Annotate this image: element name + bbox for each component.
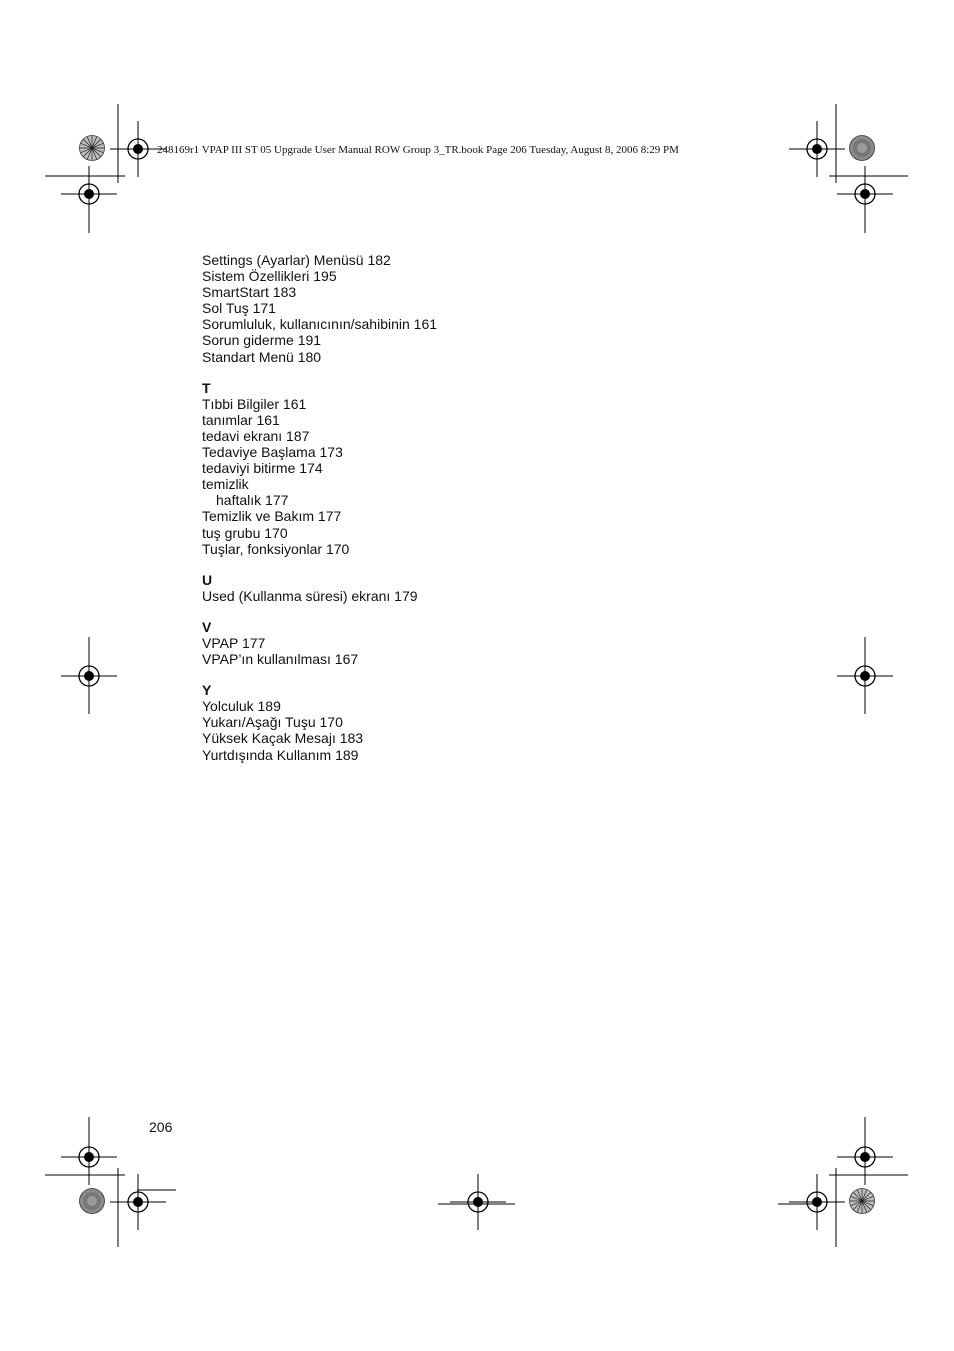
index-entry: Standart Menü 180 [202,348,322,365]
index-entry: VPAP 177 [202,634,266,651]
index-entry: Sol Tuş 171 [202,300,276,317]
index-entry: Sistem Özellikleri 195 [202,268,337,285]
registration-mark-icon [789,1174,845,1230]
index-entry: tedaviyi bitirme 174 [202,460,323,477]
halftone-target-icon [850,136,875,161]
halftone-target-icon [80,1189,105,1214]
index-entry: Yolculuk 189 [202,698,281,715]
index-entry: Yukarı/Aşağı Tuşu 170 [202,714,343,731]
index-entry: VPAP’ın kullanılması 167 [202,651,359,668]
index-entry: Tuşlar, fonksiyonlar 170 [202,540,350,557]
index-letter-v: V [202,618,212,635]
index-letter-u: U [202,571,213,588]
index-entry: Tıbbi Bilgiler 161 [202,395,307,412]
index-entry: SmartStart 183 [202,284,297,301]
index-entry: Tedaviye Başlama 173 [202,444,343,461]
index-letter-t: T [202,379,211,396]
index-entry: Sorun giderme 191 [202,332,322,349]
index-letter-y: Y [202,682,212,699]
print-slug: 248169r1 VPAP III ST 05 Upgrade User Manual ROW Group 3_TR.book Page 206 Tuesday, August 8, 2006 8:29 PM [157,144,679,156]
starburst-target-icon [850,1189,875,1214]
index-entry: Yurtdışında Kullanım 189 [202,746,359,763]
index-entry: Used (Kullanma süresi) ekranı 179 [202,587,418,604]
index-entry: Yüksek Kaçak Mesajı 183 [202,730,364,747]
index-entry: Sorumluluk, kullanıcının/sahibinin 161 [202,316,438,333]
index-subentry: haftalık 177 [216,492,289,509]
index-entry: Settings (Ayarlar) Menüsü 182 [202,252,391,268]
page-number: 206 [149,1119,173,1135]
index-entry: Temizlik ve Bakım 177 [202,508,342,525]
index-entry: tedavi ekranı 187 [202,427,310,444]
registration-mark-icon [450,1174,506,1230]
index-entry: temizlik [202,476,249,493]
starburst-target-icon [80,136,105,161]
index-entry: tuş grubu 170 [202,524,288,541]
registration-mark-icon [789,121,845,177]
index-entry: tanımlar 161 [202,411,280,428]
